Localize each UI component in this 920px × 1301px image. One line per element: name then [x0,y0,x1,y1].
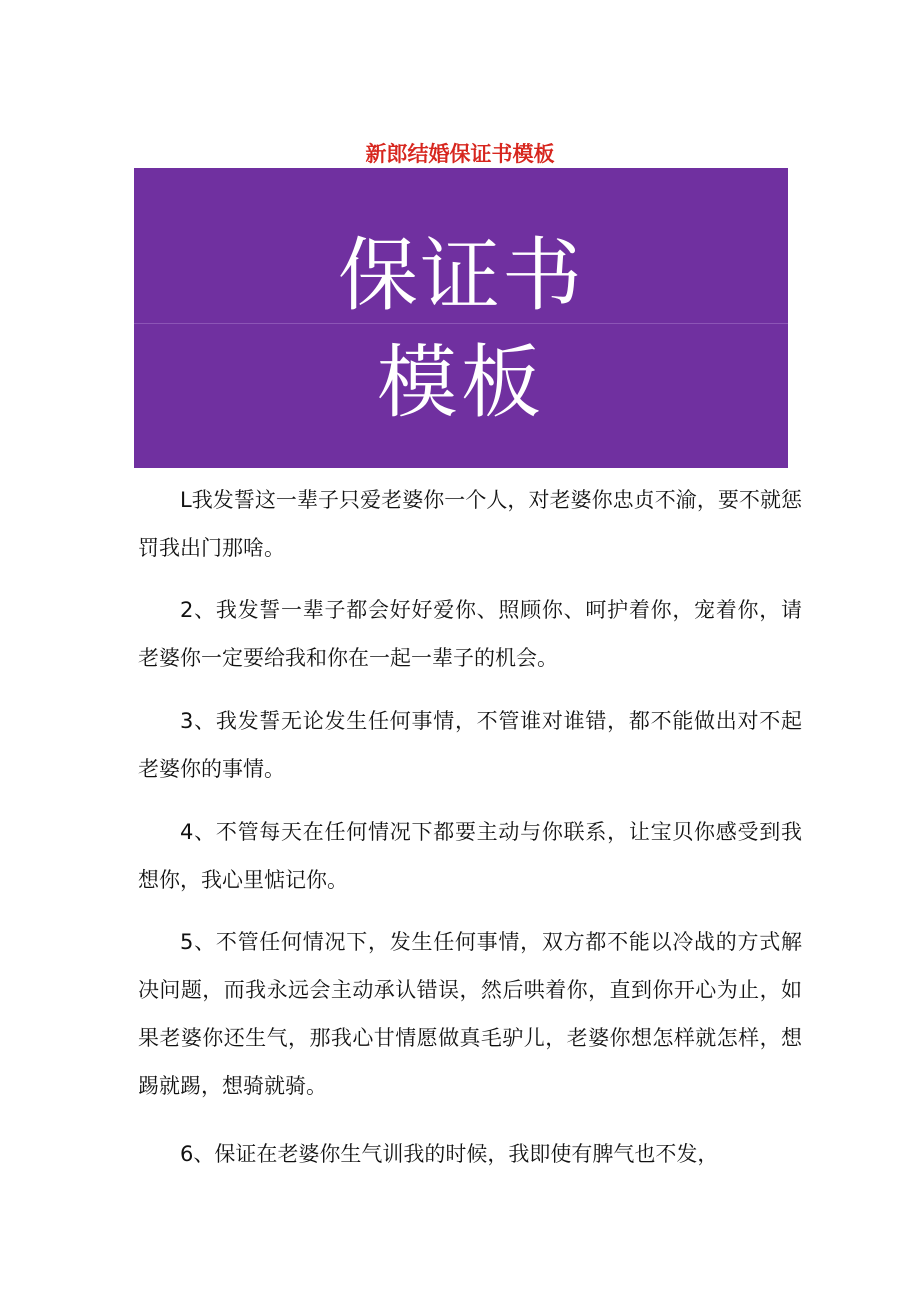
document-title: 新郎结婚保证书模板 [365,142,555,166]
banner-divider [134,323,788,324]
paragraph-2: 2、我发誓一辈子都会好好爱你、照顾你、呵护着你，宠着你，请老婆你一定要给我和你在一起一辈子的机会。 [138,598,802,670]
paragraph-5: 5、不管任何情况下，发生任何事情，双方都不能以冷战的方式解决问题，而我永远会主动承认错误，然后哄着你，直到你开心为止，如果老婆你还生气，那我心甘情愿做真毛驴儿，老婆你想怎样就怎样，想踢就踢，想骑就骑。 [138,930,802,1098]
paragraph-6: 6、保证在老婆你生气训我的时候，我即使有脾气也不发， [180,1142,719,1166]
title-banner [134,168,788,468]
paragraph-1: L我发誓这一辈子只爱老婆你一个人，对老婆你忠贞不渝，要不就惩罚我出门那啥。 [138,488,802,560]
banner-line-template: 模板 [377,336,545,429]
paragraph-4: 4、不管每天在任何情况下都要主动与你联系，让宝贝你感受到我想你，我心里惦记你。 [138,820,802,892]
banner-line-guarantee: 保证书 [338,229,584,322]
paragraph-3: 3、我发誓无论发生任何事情，不管谁对谁错，都不能做出对不起老婆你的事情。 [138,709,802,781]
